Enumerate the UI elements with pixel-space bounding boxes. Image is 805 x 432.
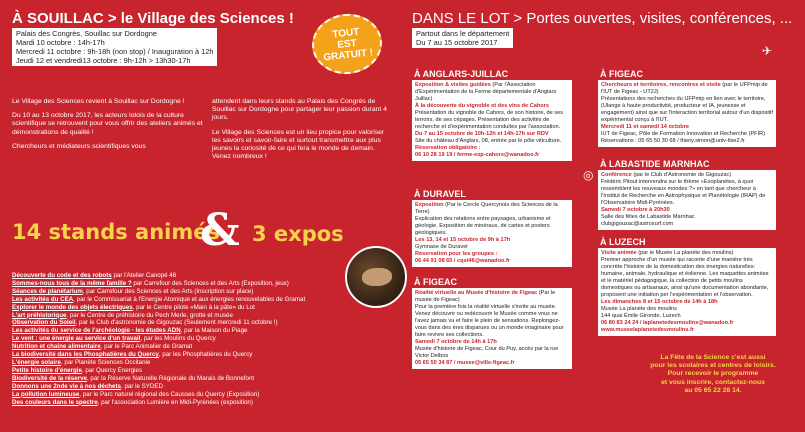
card-contact: clubgigouzac@astrosurf.com <box>601 221 674 227</box>
info-line: Jeudi 12 et vendredi13 octobre : 9h-12h > 13h30-17h <box>16 56 191 65</box>
info-line: Mardi 10 octobre : 14h-17h <box>16 38 105 47</box>
card-contact: 06 80 83 24 24 / laplanetedesmoulins@wanadoo.fr <box>601 320 734 326</box>
stand-item <box>12 351 357 359</box>
stand-item <box>12 383 357 391</box>
card-organizer: (par le Club d'Astronomie de Gigouzac) <box>631 172 732 178</box>
stand-organizer: , par les Moulins du Quercy <box>140 335 216 343</box>
lot-date-line: Du 7 au 15 octobre 2017 <box>416 38 498 47</box>
stand-title: Les activités du CEA <box>12 295 74 303</box>
card-website: www.museelaplanetedesmoulins.fr <box>601 327 695 333</box>
card-place: IUT de Figeac, Pôle de Formation Innovation et Recherche (PFIR) <box>601 131 766 137</box>
stand-item <box>12 288 357 296</box>
airplane-icon: ✈ <box>762 44 773 58</box>
card-subtitle: À la découverte du vignoble et des vins de Cahors <box>415 103 549 109</box>
stand-title: L'art préhistorique <box>12 311 67 319</box>
lot-dates <box>412 28 513 48</box>
card-booking-label: Réservation pour les groupes : <box>415 251 498 257</box>
stand-organizer: par l'Atelier Canopé 46 <box>111 272 177 279</box>
note-line: La Fête de la Science c'est aussi <box>660 354 766 361</box>
lot-date-line: Partout dans le département <box>416 29 510 38</box>
stand-title: Découverte du code et des robots <box>12 272 112 279</box>
card-place: Musée d'histoire de Figeac, Cour du Puy, accès par la rue Victor Delbos <box>415 346 559 359</box>
card-contact: 05 65 50 34 87 / musee@ville-figeac.fr <box>415 360 515 366</box>
card-organizer: (Par le musée de Figeac) <box>415 290 556 303</box>
intro-paragraph: Le Village des Sciences revient à Souillac sur Dordogne ! <box>12 98 185 105</box>
stands-list <box>12 272 357 406</box>
card-description: Explication des relations entre paysages, urbanisme et géologie. Exposition de minéraux, de cartes et posters géologiques. <box>415 216 551 236</box>
card-place: Site du château d'Anglars, 08, entrée par le pôle viticulture. <box>415 138 562 144</box>
intro-column-1 <box>12 98 207 157</box>
stands-heading: 14 stands animés <box>12 220 220 244</box>
stand-item <box>12 312 357 320</box>
stand-item <box>12 375 357 383</box>
stand-title: Nutrition et chaîne alimentaire <box>12 343 101 351</box>
card-event: Exposition <box>415 202 444 208</box>
card-place: Salle des fêtes de Labastide Marnhac <box>601 214 695 220</box>
card-description: Présentation du vignoble de Cahors, de son histoire, de ses terroirs, de ses cépages. Présentation des activités de recherche et d'expérimentation conduites par l'association. <box>415 110 564 130</box>
stand-title: La pollution lumineuse <box>12 390 80 398</box>
stand-organizer: , par Carrefour des Sciences et des Arts (Inscription sur place) <box>82 287 254 295</box>
badge-line: GRATUIT ! <box>322 46 374 64</box>
stand-title: Les activités du service de l'archéologie - les études ADN <box>12 327 181 335</box>
stand-title: Séances de planétarium <box>12 287 83 295</box>
stand-organizer: par Carrefour des Sciences et des Arts (Exposition, jeux) <box>131 279 289 287</box>
stand-item <box>12 391 357 399</box>
stand-title: Biodiversité de la réserve <box>12 374 87 382</box>
stand-organizer: , par le Parc naturel régional des Causses du Quercy (Exposition) <box>79 390 260 398</box>
stand-item <box>12 359 357 367</box>
card-figeac-museum <box>412 278 572 369</box>
info-line: Mercredi 11 octobre : 9h-18h (non stop) / Inauguration à 12h <box>16 47 214 56</box>
stand-title: Explorer le monde des objets électriques <box>12 303 133 311</box>
card-contact: Réservations : 05 65 50 30 68 / thiery.simon@univ-tlse2.fr <box>601 138 745 144</box>
badge-line: TOUT <box>331 26 360 40</box>
card-description: Premier approche d'un musée qui raconte d'une manière très concrète l'histoire de la domestication des énergies naturelles: humaine, animale, hydraulique et éolienne. Les maquettes animées et le matériel pédagogique, la collection de petits moulins domestiques ou artisanaux, ainsi qu'une documentation abondante, proposent une initiation per l'expérimentation et l'observation. <box>601 257 769 298</box>
stand-item <box>12 280 357 288</box>
stand-item <box>12 319 357 327</box>
card-heading: À LUZECH <box>598 238 776 247</box>
expos-heading: 3 expos <box>252 222 344 246</box>
stand-item <box>12 327 357 335</box>
note-line: pour les scolaires et centres de loisirs. <box>650 362 776 370</box>
card-heading: À ANGLARS-JUILLAC <box>412 70 572 79</box>
card-address: 144 quai Émile Gironde, Luzech <box>601 313 681 319</box>
workshop-photo <box>345 246 407 308</box>
stand-title: Observation du Soleil <box>12 319 76 327</box>
card-date: Samedi 7 octobre à 20h30 <box>601 207 670 213</box>
stand-item <box>12 272 357 280</box>
intro-paragraph: Le Village des Sciences est un lieu propice pour valoriser les savoirs et savoir-faire et surtout transmettre aux plus jeunes la curiosité de ce qui fera le monde de demain. Venez nombreux ! <box>212 128 385 161</box>
stand-title: La biodiversité dans les Phosphatières du Quercy <box>12 351 159 359</box>
card-anglars <box>412 70 572 161</box>
card-duravel <box>412 190 572 267</box>
stand-organizer: , par le SYDED <box>121 382 163 390</box>
stand-organizer: , par les Phosphatières du Quercy <box>158 351 253 359</box>
card-event: Exposition & visites guidées <box>415 82 491 88</box>
note-line: au 05 65 22 28 14. <box>684 386 742 394</box>
card-description: Pour la première fois la réalité virtuelle s'invite au musée. Venez découvrir ou redécouvrir le Musée comme vous ne l'avez jamais vu et faire le plein de sensations. Replongez-vous dans des ères disparues ou un monde imaginaire pour faire revivre ses collections. <box>415 304 564 338</box>
stand-organizer: , par Quercy Énergies <box>81 366 143 374</box>
stand-organizer: , par le Centre pilote «Main à la pâte» du Lot <box>132 303 255 311</box>
card-event: Visite animée <box>601 250 637 256</box>
card-description: Frédéric Pitout intervendra sur le thème «Exoplanètes, à quoi ressemblent les nouveaux mondes ?» en tant que chercheur à l'Institut de Recherche en Astrophysique et Planétologie (IRAP) de l'Observatoire Midi-Pyrénées. <box>601 179 766 206</box>
info-line: Palais des Congrès, Souillac sur Dordogne <box>16 29 157 38</box>
stand-item <box>12 399 357 407</box>
card-date: Mercredi 11 et samedi 14 octobre <box>601 124 689 130</box>
card-organizer: (par le Musée La planète des moulins) <box>636 250 734 256</box>
stand-item <box>12 367 357 375</box>
card-labastide <box>598 160 776 230</box>
card-organizer: (par le UFPmip de l'IUT de Figeac - UT2J) <box>601 82 768 95</box>
card-event: Réalité virtuelle au Musée d'histoire de Figeac <box>415 290 538 296</box>
card-contact: 06 44 91 08 65 / cqst46@wanadoo.fr <box>415 258 511 264</box>
ampersand: & <box>200 205 240 256</box>
note-line: et vous inscrire, contactez-nous <box>661 378 765 386</box>
note-line: Pour recevoir le programme <box>667 370 759 378</box>
card-contact: 06 10 28 19 19 / ferme-exp-cahors@wanadoo.fr <box>415 152 540 158</box>
lot-title: DANS LE LOT > Portes ouvertes, visites, conférences, ... <box>412 10 793 27</box>
card-heading: À DURAVEL <box>412 190 572 199</box>
card-luzech <box>598 238 776 336</box>
stand-title: Sommes-nous tous de la même famille ? <box>12 279 132 287</box>
school-note <box>648 354 778 395</box>
card-booking-label: Réservation obligatoire : <box>415 145 481 151</box>
intro-paragraph: attendent dans leurs stands au Palais des Congrès de Souillac sur Dordogne pour partager leur passion durant 4 jours. <box>212 98 387 122</box>
stand-item <box>12 343 357 351</box>
card-date: Les dimanches 8 et 15 octobre de 14h à 18h <box>601 299 718 305</box>
card-organizer: (Par l'Association d'Expérimentation de la Ferme départementale d'Anglars Juillac) <box>415 82 557 102</box>
stand-item <box>12 335 357 343</box>
card-date: Du 7 au 15 octobre de 10h-12h et 14h-17h sur RDV <box>415 131 549 137</box>
stand-title: Le vent : une énergie au service d'un travail <box>12 335 141 343</box>
stand-organizer: , par le Club d'astronomie de Gigouzac (Seulement mercredi 11 octobre !) <box>75 319 278 327</box>
stand-organizer: , par Planète Sciences Occitanie <box>60 358 151 366</box>
card-heading: À FIGEAC <box>598 70 776 79</box>
stand-title: Donnons une 2nde vie à nos déchets <box>12 382 121 390</box>
card-place: Gymnase de Duravel <box>415 244 468 250</box>
stand-organizer: , par l'association Lumière en Midi-Pyrénées (exposition) <box>97 398 253 406</box>
souillac-info <box>12 28 217 66</box>
stand-organizer: , par le Centre de préhistoire du Pech Merle, grotte et musée <box>66 311 233 319</box>
card-event: Chercheurs et territoires, rencontres et visite <box>601 82 721 88</box>
hand-image <box>362 268 392 286</box>
stand-title: Petite histoire d'énergie <box>12 366 82 374</box>
stand-item <box>12 296 357 304</box>
stand-organizer: , par la Maison du Piage <box>180 327 248 335</box>
card-heading: À FIGEAC <box>412 278 572 287</box>
card-date: Les 13, 14 et 15 octobre de 9h à 17h <box>415 237 511 243</box>
card-organizer: (Par le Cercle Quercynois des Sciences de la Terre) <box>415 202 558 215</box>
souillac-title: À SOUILLAC > le Village des Sciences ! <box>12 10 294 27</box>
intro-paragraph: Chercheurs et médiateurs scientifiques vous <box>12 142 146 150</box>
badge-line: EST <box>336 37 358 51</box>
card-place: Musée La planète des moulins <box>601 306 677 312</box>
intro-paragraph: Du 10 au 13 octobre 2017, les acteurs lotois de la culture scientifique se retrouvent pour vous offrir des ateliers animés et démonstrations de qualité ! <box>12 112 203 136</box>
stand-organizer: , par la Réserve Naturelle Régionale du Marais de Bonnefont <box>86 374 255 382</box>
intro-column-2 <box>212 98 394 167</box>
globe-icon: ◎ <box>583 168 594 182</box>
stand-title: Des couleurs dans le spectre <box>12 398 98 406</box>
stand-title: L'énergie solaire <box>12 358 61 366</box>
card-heading: À LABASTIDE MARNHAC <box>598 160 776 169</box>
card-date: Samedi 7 octobre de 14h à 17h <box>415 339 497 345</box>
card-event: Conférence <box>601 172 632 178</box>
stand-item <box>12 304 357 312</box>
stand-organizer: , par le Parc Animalier de Gramat <box>100 343 193 351</box>
card-figeac-iut <box>598 70 776 147</box>
stand-organizer: , par le Commissariat à l'Énergie Atomique et aux énergies renouvelables de Gramat <box>73 295 306 303</box>
card-description: Présentations des recherches du UFPmip en lien avec le territoire, (Ulange à haute productivité, producteur et IA, jeunesse et engagement) ainsi que sur l'interaction territorial autour d'un dispositif expérimental conçu à l'IUT. <box>601 96 773 123</box>
